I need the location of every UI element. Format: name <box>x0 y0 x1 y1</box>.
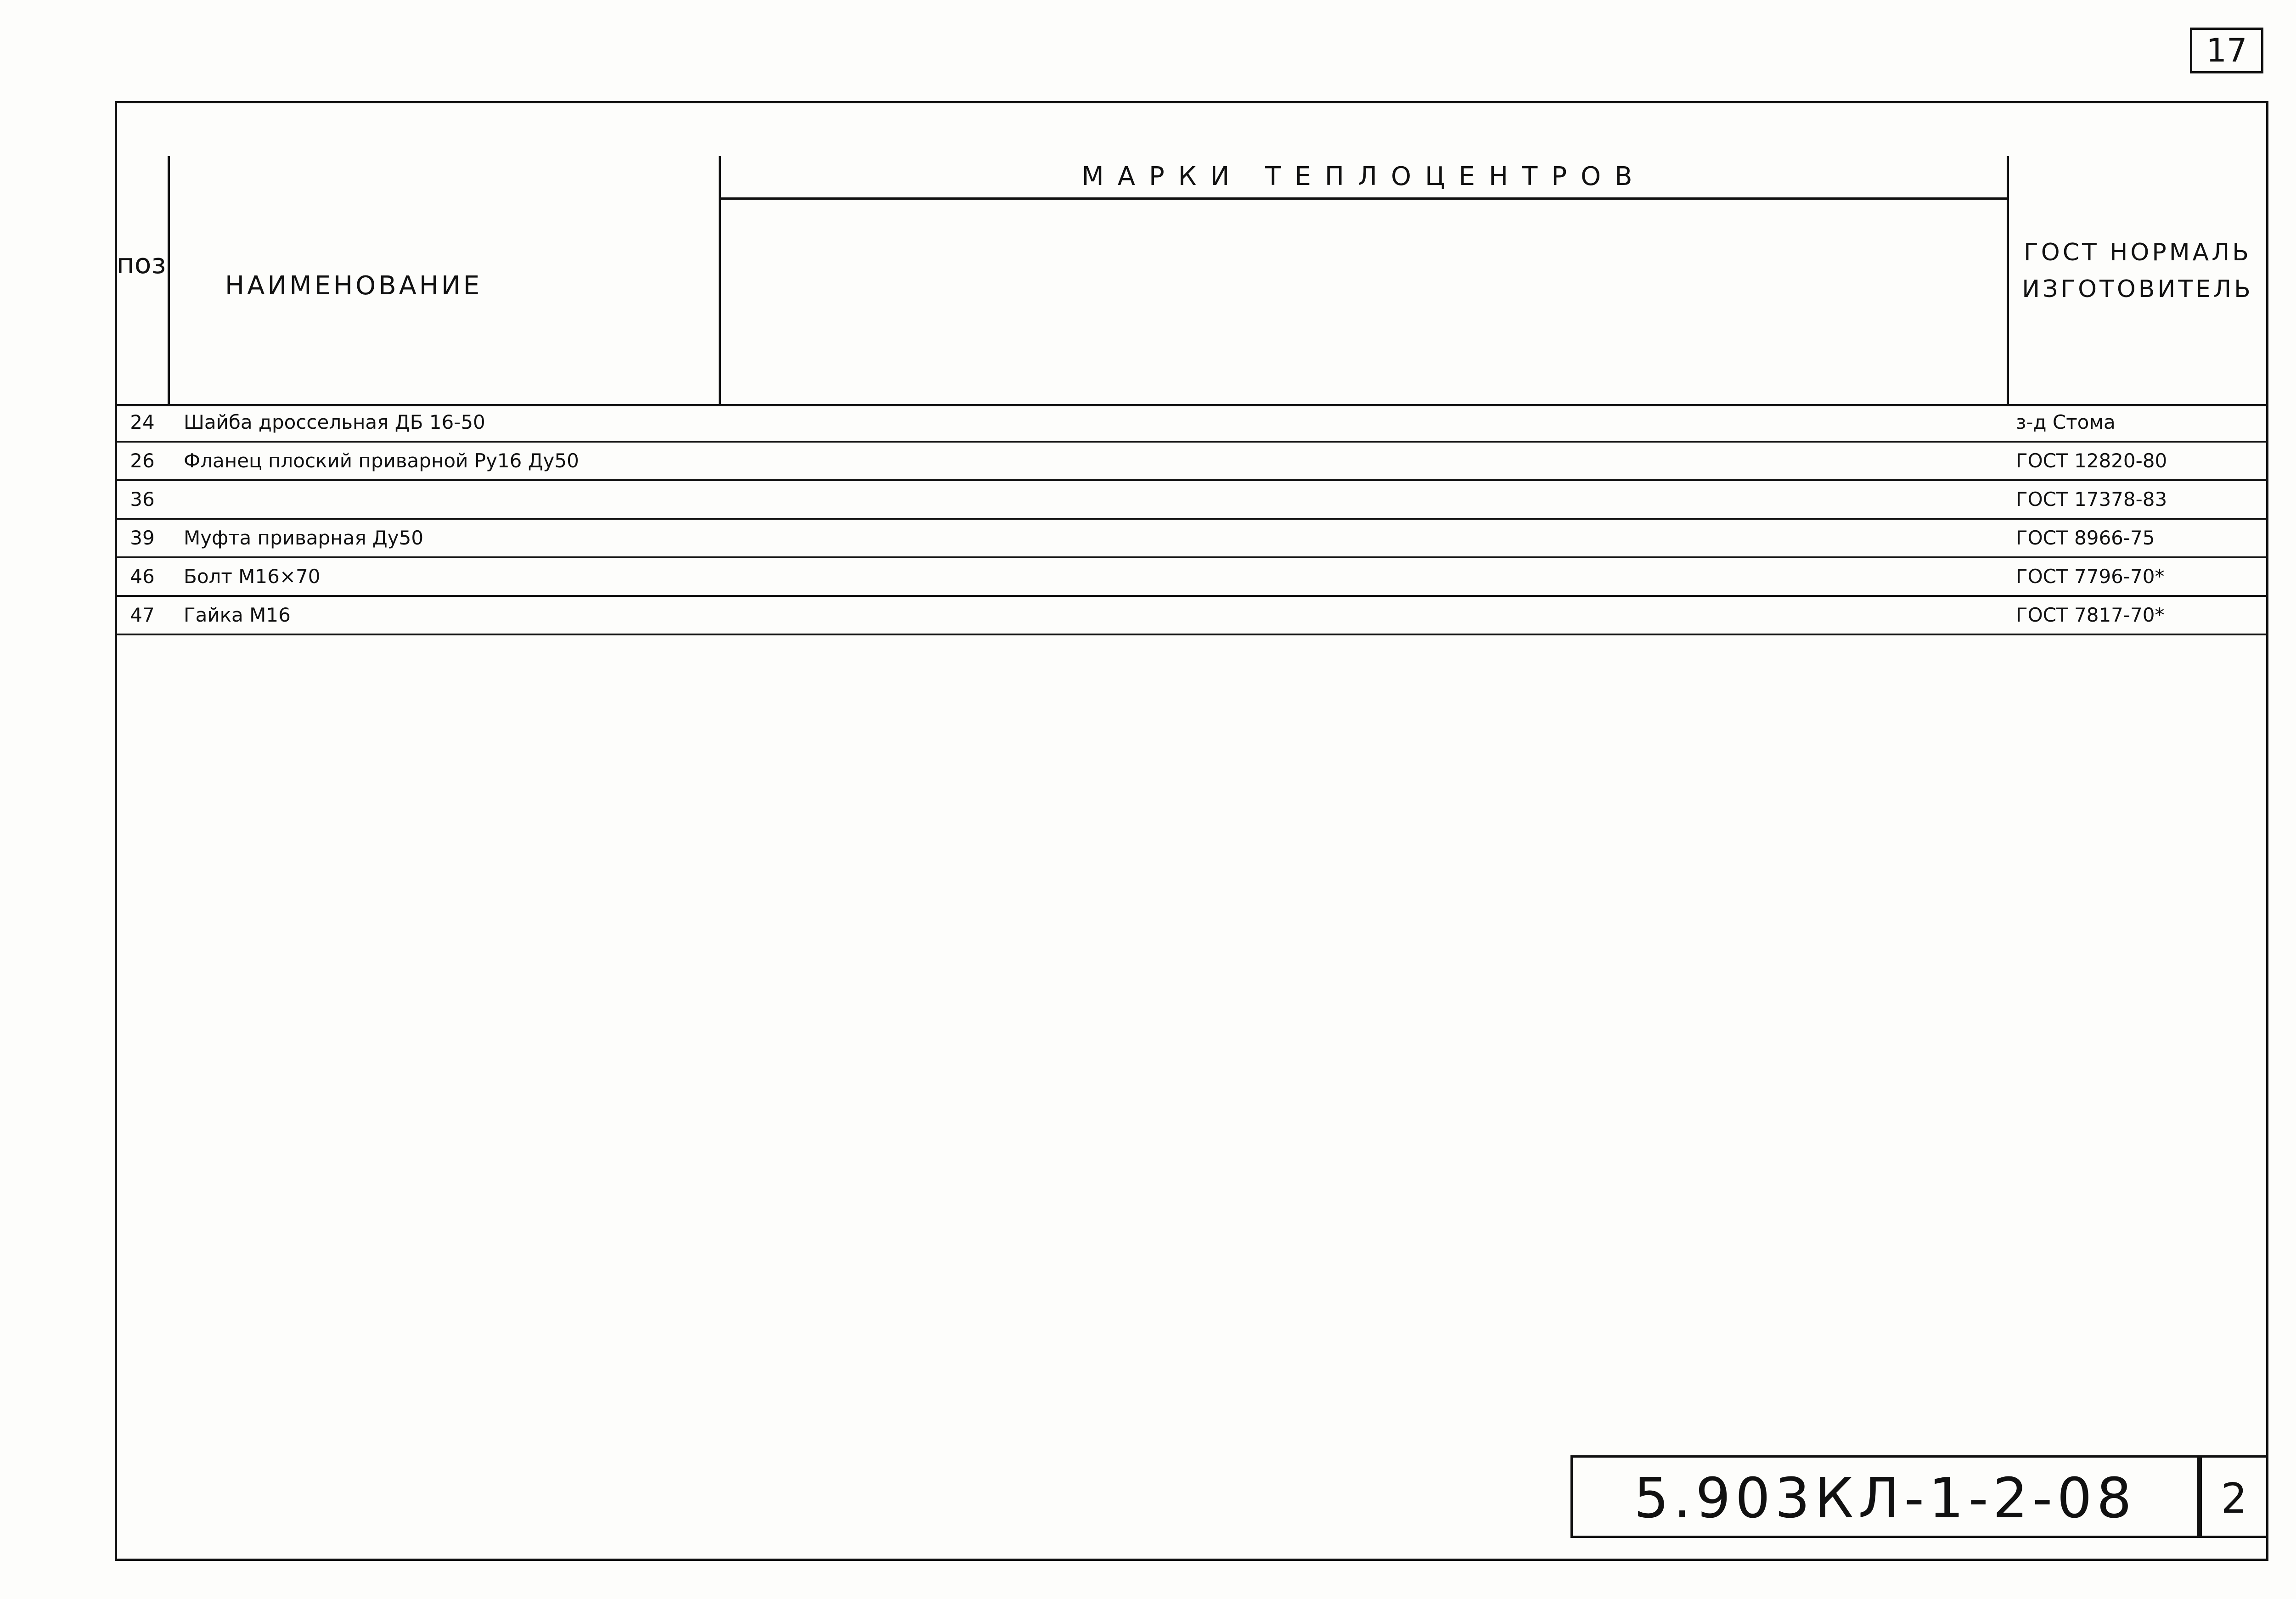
row-pos: 26 <box>130 449 155 472</box>
row-gost: ГОСТ 7796-70* <box>2016 565 2165 588</box>
row-pos: 47 <box>130 604 155 626</box>
row-pos: 36 <box>130 488 155 511</box>
table-row <box>115 520 2268 558</box>
row-gost: ГОСТ 8966-75 <box>2016 527 2155 549</box>
row-name: Шайба дроссельная ДБ 16-50 <box>184 411 485 433</box>
table-row <box>115 404 2268 443</box>
table-row <box>115 558 2268 597</box>
row-gost: з-д Стома <box>2016 411 2116 433</box>
row-name: Гайка М16 <box>184 604 291 626</box>
marks-title: МАРКИ ТЕПЛОЦЕНТРОВ <box>721 156 2007 200</box>
table-row <box>115 597 2268 635</box>
row-gost: ГОСТ 12820-80 <box>2016 449 2167 472</box>
row-pos: 39 <box>130 527 155 549</box>
row-pos: 46 <box>130 565 155 588</box>
document-code: 5.903КЛ-1-2-08 <box>1570 1455 2200 1538</box>
table-row <box>115 481 2268 520</box>
row-name: Болт М16×70 <box>184 565 321 588</box>
header-marks <box>721 156 2009 404</box>
row-name: Муфта приварная Ду50 <box>184 527 424 549</box>
header-gost: ГОСТ НОРМАЛЬ ИЗГОТОВИТЕЛЬ <box>2022 239 2253 303</box>
row-gost: ГОСТ 17378-83 <box>2016 488 2167 511</box>
row-name: Фланец плоский приварной Ру16 Ду50 <box>184 449 579 472</box>
table-row <box>115 443 2268 481</box>
header-name: НАИМЕНОВАНИЕ <box>170 156 721 404</box>
table-body <box>115 404 2268 635</box>
row-gost: ГОСТ 7817-70* <box>2016 604 2165 626</box>
row-pos: 24 <box>130 411 155 433</box>
sheet-number: 2 <box>2200 1455 2268 1538</box>
table-header <box>115 156 2268 406</box>
header-pos: поз <box>115 156 170 404</box>
page-number: 17 <box>2190 28 2263 73</box>
